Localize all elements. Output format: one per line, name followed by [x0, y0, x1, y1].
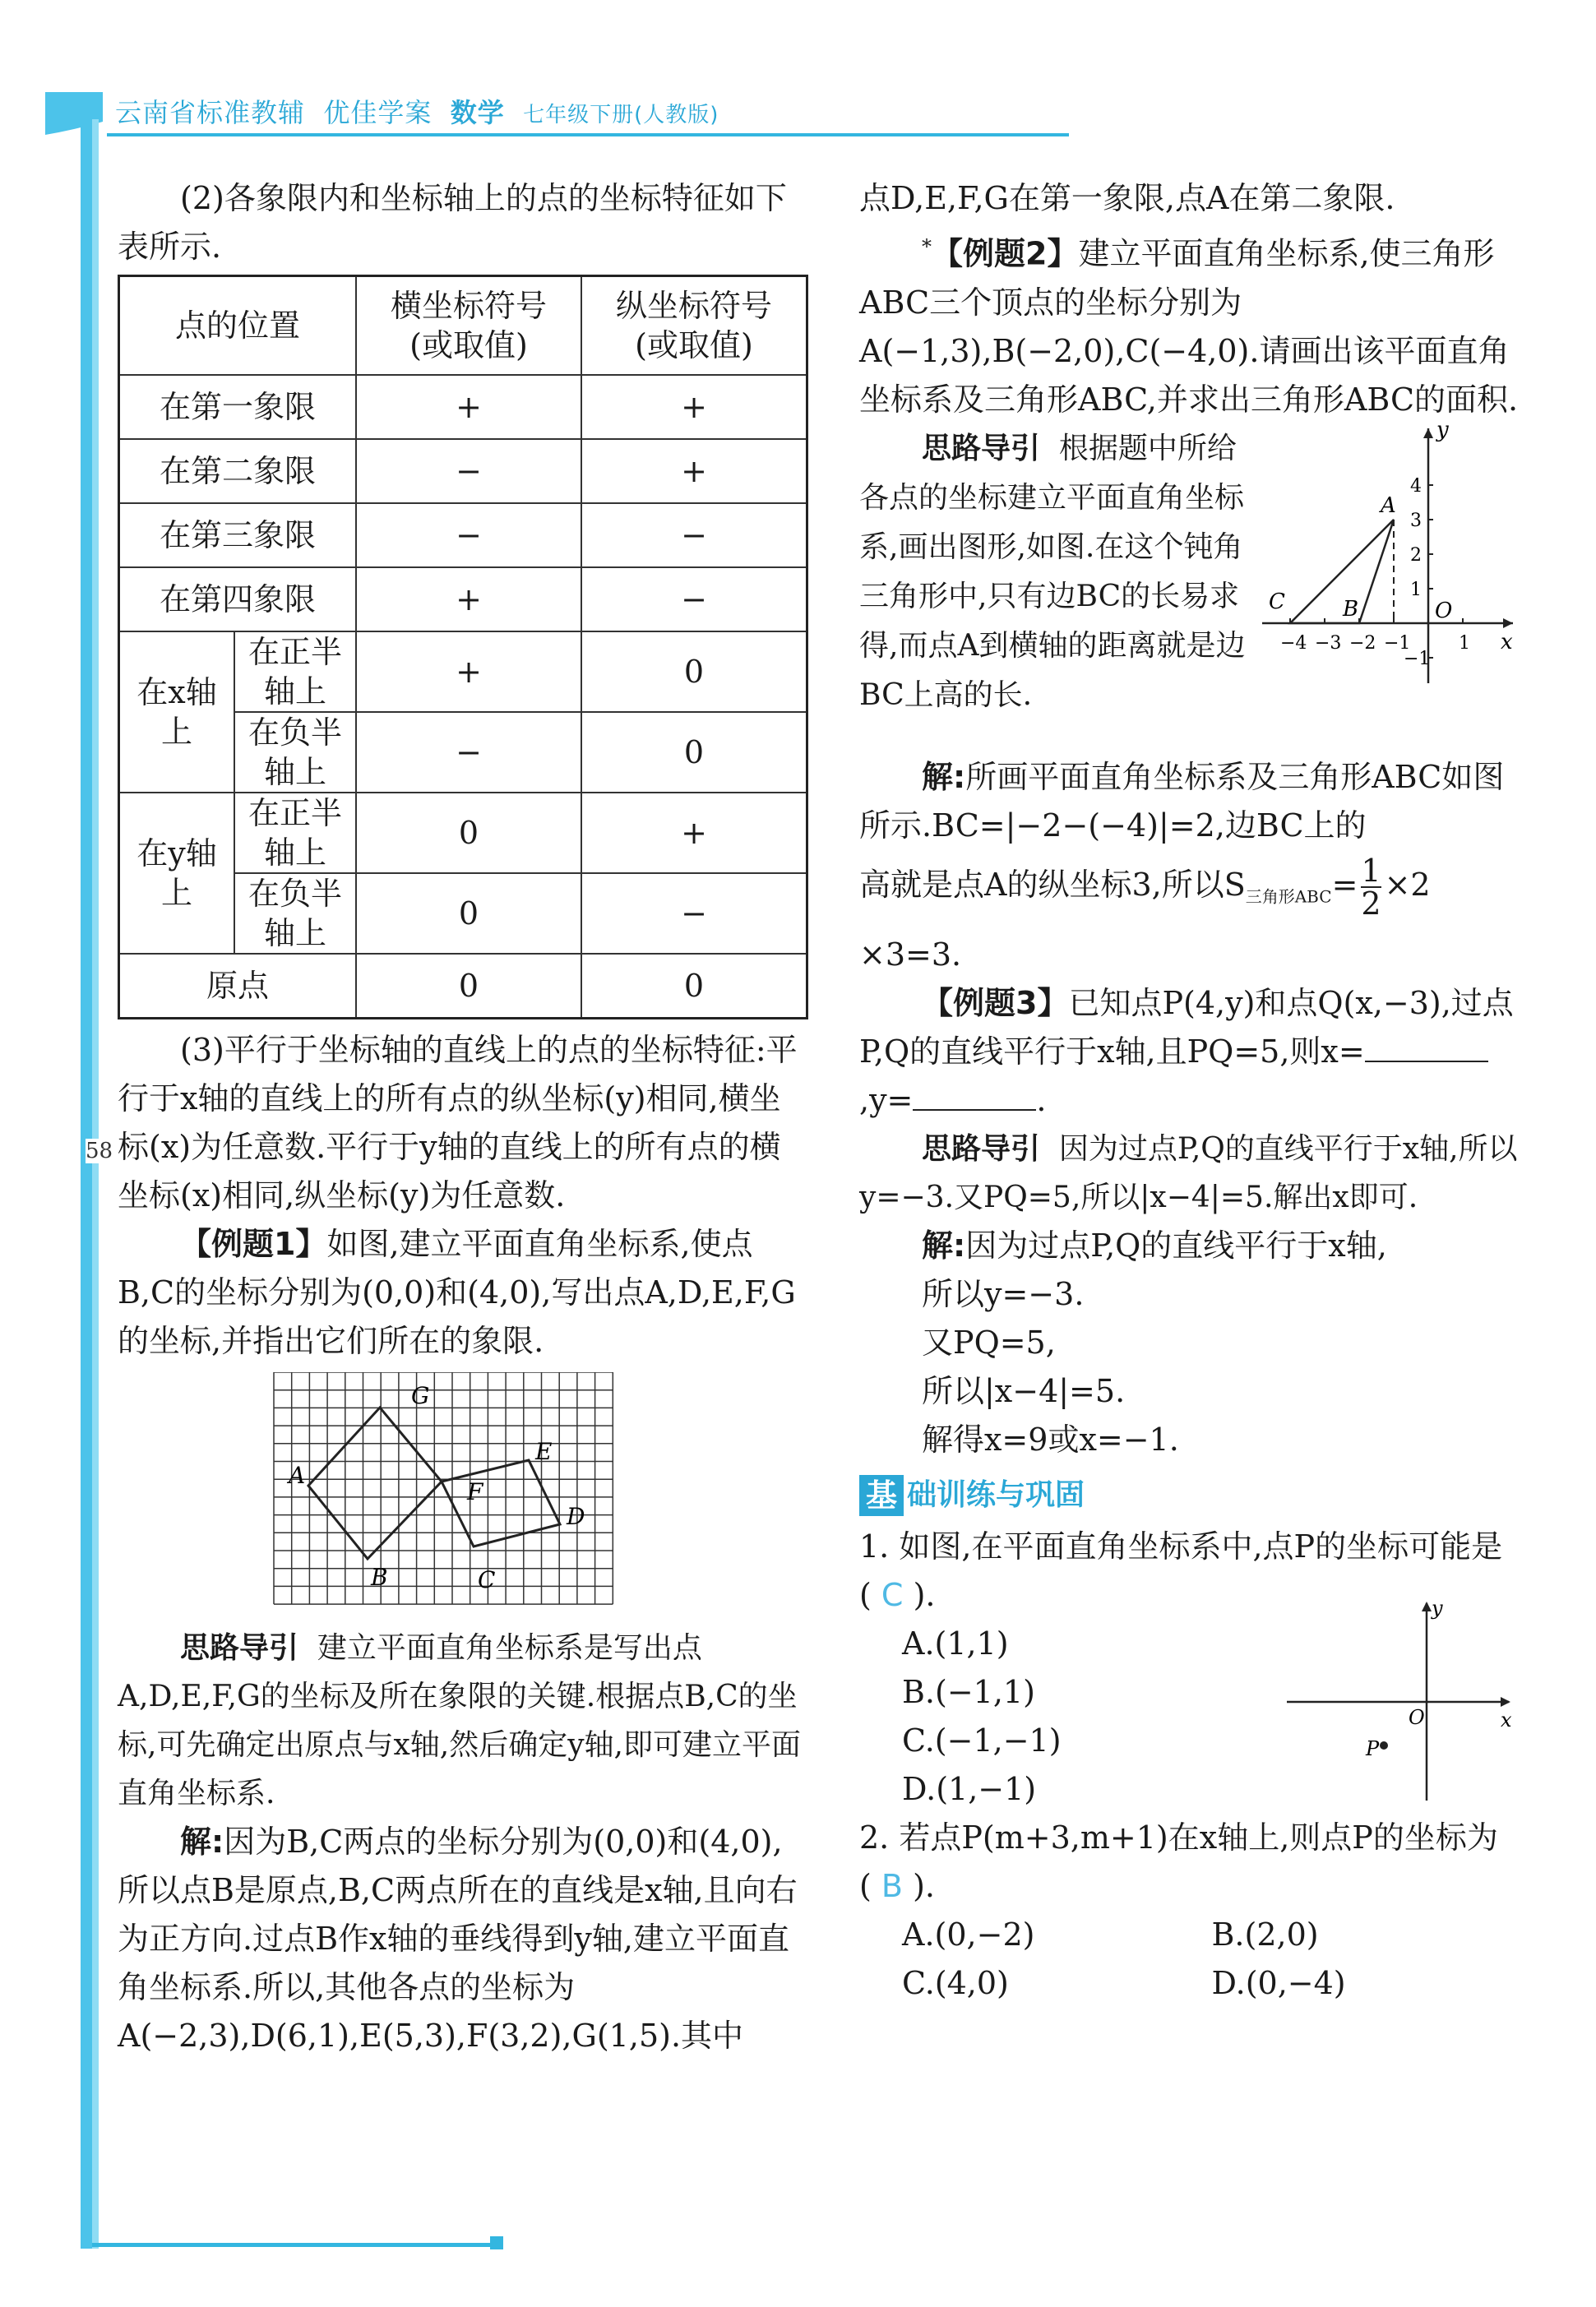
solution-2 — [859, 753, 1521, 850]
hint-3 — [859, 1125, 1521, 1222]
table-cell: + — [356, 567, 581, 631]
tri-ytick: 1 — [1410, 579, 1422, 600]
solution-3-line: 所以y=−3. — [922, 1276, 1085, 1313]
example-3-label: 【例题3】 — [922, 985, 1069, 1022]
example-3-mid: ,y= — [859, 1082, 914, 1119]
hint-1 — [118, 1624, 808, 1818]
table-cell: − — [581, 503, 807, 567]
table-cell: 0 — [581, 954, 807, 1019]
example-2-label: 【例题2】 — [932, 235, 1079, 272]
q2-option[interactable]: A.(0,−2) — [902, 1916, 1035, 1953]
table-header-cell: 纵坐标符号(或取值) — [581, 276, 807, 376]
section-icon: 基 — [859, 1475, 904, 1516]
solution-3-line: 所以|x−4|=5. — [922, 1373, 1126, 1410]
table-cell: − — [581, 567, 807, 631]
example-1-label: 【例题1】 — [180, 1226, 327, 1262]
coordinate-table — [118, 275, 808, 1019]
q2-options — [859, 1911, 1521, 2008]
left-column — [118, 174, 808, 2060]
question-2 — [859, 1814, 1521, 1911]
header-series: 云南省标准教辅 — [115, 97, 306, 128]
footer-rule — [92, 2243, 493, 2247]
header-title — [115, 92, 719, 130]
tri-axis-x: x — [1501, 629, 1513, 654]
tri-xtick: 1 — [1459, 632, 1470, 654]
solution-2-label: 解: — [922, 758, 966, 795]
hint-1-text: 建立平面直角坐标系是写出点A,D,E,F,G的坐标及所在象限的关键.根据点B,C的坐标,可先确定出原点与x轴,然后确定y轴,即可建立平面直角坐标系. — [118, 1631, 801, 1810]
table-cell: 0 — [356, 873, 581, 954]
table-header-cell: 点的位置 — [119, 276, 357, 376]
table-cell: 在第一象限 — [119, 375, 357, 439]
q1-option[interactable]: B.(−1,1) — [902, 1674, 1035, 1711]
solution-3-line — [922, 1222, 1521, 1270]
tri-label-a: A — [1381, 492, 1396, 518]
table-row — [119, 631, 807, 712]
table-cell: 在第二象限 — [119, 439, 357, 503]
table-cell: − — [356, 503, 581, 567]
solution-2-line3: ×3=3. — [859, 936, 962, 973]
tri-xtick: −4 — [1280, 632, 1307, 654]
tri-origin: O — [1435, 598, 1453, 623]
solution-1 — [118, 1818, 808, 2060]
tri-label-c: C — [1269, 589, 1285, 614]
header-grade: 七年级下册(人教版) — [523, 103, 719, 127]
hint-3-label: 思路导引 — [922, 1132, 1041, 1167]
table-cell: 0 — [356, 954, 581, 1019]
q1-origin: O — [1409, 1706, 1425, 1730]
answer-blank-y[interactable] — [913, 1081, 1036, 1111]
table-row — [119, 439, 807, 503]
fraction-den: 2 — [1361, 885, 1381, 922]
table-header-cell: 横坐标符号(或取值) — [356, 276, 581, 376]
solution-2-area: 高就是点A的纵坐标3,所以$S_{三角形ABC}=$ $\frac{1}{2}$ ×2 — [859, 853, 1431, 922]
grid-label-a: A — [289, 1462, 306, 1489]
intro-2: (2)各象限内和坐标轴上的点的坐标特征如下表所示. — [118, 180, 787, 265]
q2-text: 若点P(m+3,m+1)在x轴上,则点P的坐标为( — [859, 1819, 1498, 1905]
hint-1-label: 思路导引 — [180, 1631, 299, 1665]
header-rule — [107, 133, 1069, 136]
table-cell: 在负半轴上 — [234, 873, 356, 954]
example-3-end: . — [1036, 1082, 1047, 1119]
q2-num: 2. — [859, 1819, 890, 1856]
example-2-star: * — [922, 235, 932, 258]
table-cell: 在第三象限 — [119, 503, 357, 567]
q1-option[interactable]: A.(1,1) — [902, 1625, 1009, 1662]
tri-xtick: −1 — [1384, 632, 1411, 654]
solution-1-label: 解: — [180, 1824, 224, 1860]
table-cell: 在正半轴上 — [234, 631, 356, 712]
tri-ytick: −1 — [1404, 648, 1431, 669]
q1-text: 如图,在平面直角坐标系中,点P的坐标可能是( — [859, 1528, 1503, 1614]
q1-options-block — [859, 1597, 1521, 1814]
table-row — [119, 503, 807, 567]
example-1-grid-figure — [118, 1372, 808, 1619]
solution-3-label: 解: — [922, 1227, 966, 1264]
q2-option[interactable]: D.(0,−4) — [1211, 1965, 1346, 2002]
table-cell: 在正半轴上 — [234, 793, 356, 873]
table-cell: + — [356, 375, 581, 439]
table-cell: 在第四象限 — [119, 567, 357, 631]
section-header — [859, 1471, 1521, 1519]
table-cell: + — [356, 631, 581, 712]
q1-close: ). — [913, 1577, 936, 1614]
hint-2-text: 根据题中所给各点的坐标建立平面直角坐标系,画出图形,如图.在这个钝角三角形中,只有边BC的长易求得,而点A到横轴的距离就是边BC上高的长. — [859, 431, 1246, 712]
solution-3-text: 因为过点P,Q的直线平行于x轴, — [965, 1227, 1387, 1264]
table-cell: + — [581, 793, 807, 873]
solution-2-line1: 所画平面直角坐标系及三角形ABC如图所示.BC=|−2−(−4)|=2,边BC上的 — [859, 758, 1505, 844]
table-cell: − — [356, 712, 581, 793]
example-1 — [118, 1220, 808, 1366]
solution-1-text: 因为B,C两点的坐标分别为(0,0)和(4,0),所以点B是原点,B,C两点所在的直线是x轴,且向右为正方向.过点B作x轴的垂线得到y轴,建立平面直角坐标系.所以,其他各点的坐标为A(−2,3),D(6,1),E(5,3),F(3,2),G(1,5).其中 — [118, 1824, 798, 2054]
solution-3-line: 又PQ=5, — [922, 1325, 1056, 1362]
example-2-hint-block — [859, 419, 1521, 753]
q1-axis-x: x — [1501, 1708, 1512, 1732]
tri-ytick: 4 — [1410, 475, 1422, 497]
header-book: 优佳学案 — [323, 97, 433, 128]
grid-label-c: C — [478, 1566, 496, 1593]
q2-option[interactable]: C.(4,0) — [902, 1965, 1009, 2002]
example-3-text: 已知点P(4,y)和点Q(x,−3),过点P,Q的直线平行于x轴,且PQ=5,则x= — [859, 985, 1514, 1070]
table-cell: − — [581, 873, 807, 954]
table-row — [119, 954, 807, 1019]
solution-3 — [859, 1222, 1521, 1464]
grid-label-e: E — [535, 1438, 553, 1465]
table-group-y: 在y轴上 — [119, 793, 235, 954]
hint-2-label: 思路导引 — [922, 431, 1041, 465]
table-row — [119, 793, 807, 873]
q2-close: ). — [913, 1868, 935, 1905]
hint-2 — [859, 424, 1246, 720]
table-cell: 0 — [356, 793, 581, 873]
tri-ytick: 3 — [1410, 510, 1422, 531]
tri-axis-y: y — [1436, 419, 1449, 442]
table-cell: − — [356, 439, 581, 503]
example-2 — [859, 223, 1521, 424]
table-header-row — [119, 276, 807, 376]
example-2-text: 建立平面直角坐标系,使三角形ABC三个顶点的坐标分别为A(−1,3),B(−2,0),C(−4,0).请画出该平面直角坐标系及三角形ABC,并求出三角形ABC的面积. — [859, 235, 1519, 418]
solution-3-line: 解得x=9或x=−1. — [922, 1422, 1179, 1459]
q1-graph — [1279, 1595, 1517, 1809]
q1-option[interactable]: C.(−1,−1) — [902, 1722, 1062, 1759]
tri-xtick: −3 — [1315, 632, 1342, 654]
solution-2-line2b: ×2 — [1384, 866, 1431, 903]
q2-answer: B — [881, 1868, 903, 1905]
fraction — [1361, 853, 1381, 922]
hint-3-text: 因为过点P,Q的直线平行于x轴,所以y=−3.又PQ=5,所以|x−4|=5.解出x即可. — [859, 1132, 1518, 1215]
solution-1-cont: 点D,E,F,G在第一象限,点A在第二象限. — [859, 180, 1395, 216]
grid-label-g: G — [411, 1382, 430, 1409]
grid-label-d: D — [567, 1503, 585, 1530]
answer-blank-x[interactable] — [1365, 1033, 1488, 1062]
left-margin-bar-light — [92, 119, 99, 2249]
left-margin-bar — [81, 119, 92, 2249]
solution-2-line2a: 高就是点A的纵坐标3,所以S — [859, 866, 1246, 903]
example-1-text: 如图,建立平面直角坐标系,使点B,C的坐标分别为(0,0)和(4,0),写出点A,D,E,F,G的坐标,并指出它们所在的象限. — [118, 1226, 796, 1359]
fraction-num: 1 — [1361, 853, 1381, 890]
table-cell: 0 — [581, 712, 807, 793]
footer-square — [490, 2236, 503, 2249]
page-number: 58 — [86, 1139, 113, 1163]
table-cell: 原点 — [119, 954, 357, 1019]
intro-3: (3)平行于坐标轴的直线上的点的坐标特征:平行于x轴的直线上的所有点的纵坐标(y)相同,横坐标(x)为任意数.平行于y轴的直线上的所有点的横坐标(x)相同,纵坐标(y)为任意数. — [118, 1032, 798, 1214]
table-cell: 0 — [581, 631, 807, 712]
tri-ytick: 2 — [1410, 544, 1422, 566]
table-row — [119, 375, 807, 439]
q1-num: 1. — [859, 1528, 890, 1565]
table-row — [119, 567, 807, 631]
q1-axis-y: y — [1432, 1597, 1443, 1620]
table-cell: 在负半轴上 — [234, 712, 356, 793]
table-group-x: 在x轴上 — [119, 631, 235, 793]
grid-label-f: F — [467, 1478, 483, 1505]
q1-point-p: P — [1366, 1737, 1380, 1761]
tri-label-b: B — [1343, 596, 1359, 622]
table-cell: + — [581, 439, 807, 503]
tri-xtick: −2 — [1349, 632, 1376, 654]
section-title: 础训练与巩固 — [907, 1478, 1085, 1513]
solution-2-sub: 三角形ABC — [1245, 886, 1332, 907]
q1-option[interactable]: D.(1,−1) — [902, 1771, 1037, 1808]
table-cell: + — [581, 375, 807, 439]
q2-option[interactable]: B.(2,0) — [1211, 1916, 1319, 1953]
q1-answer: C — [881, 1577, 904, 1614]
right-column — [859, 174, 1521, 2008]
example-3 — [859, 979, 1521, 1125]
grid-label-b: B — [371, 1564, 388, 1591]
header-subject: 数学 — [450, 97, 505, 128]
triangle-graph — [1254, 420, 1521, 700]
